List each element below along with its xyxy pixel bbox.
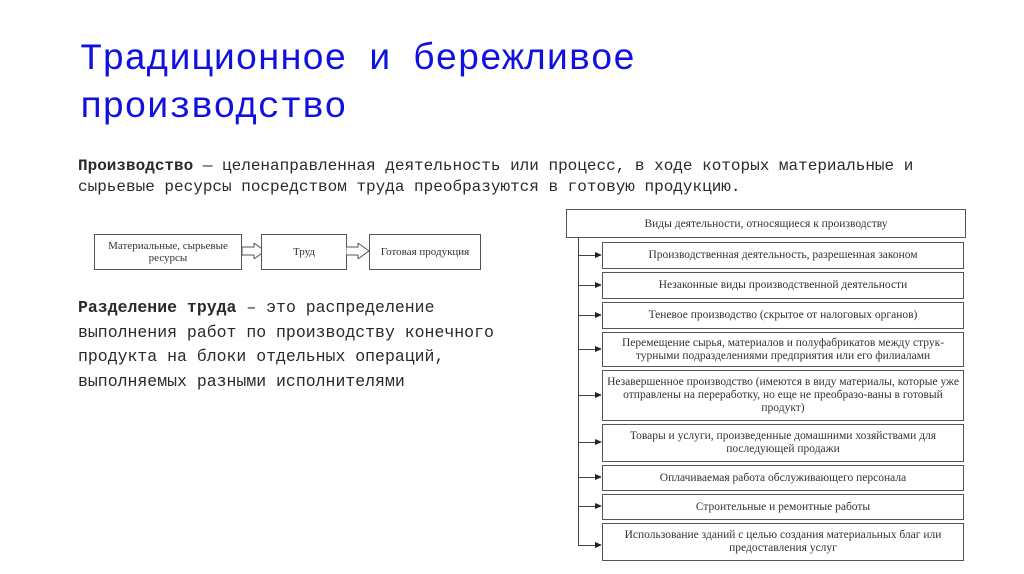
tree-branch	[578, 395, 596, 396]
tree-branch	[578, 506, 596, 507]
arrow-right-icon	[595, 542, 602, 548]
tree-branch	[578, 255, 596, 256]
tree-item: Теневое производство (скрытое от налоговых органов)	[602, 302, 964, 329]
flow-step-product: Готовая продукция	[369, 234, 481, 270]
tree-item: Оплачиваемая работа обслуживающего персонала	[602, 465, 964, 491]
tree-branch	[578, 349, 596, 350]
tree-item: Строительные и ремонтные работы	[602, 494, 964, 520]
arrow-right-icon	[595, 282, 602, 288]
arrow-right-icon	[595, 439, 602, 445]
tree-item: Незавершенное производство (имеются в виду материалы, которые уже отправлены на переработку, но еще не преобразо-ваны в готовый продукт)	[602, 370, 964, 421]
arrow-right-icon	[595, 392, 602, 398]
arrow-right-icon	[595, 346, 602, 352]
tree-branch	[578, 315, 596, 316]
tree-branch	[578, 477, 596, 478]
tree-item: Незаконные виды производственной деятельности	[602, 272, 964, 299]
tree-item: Перемещение сырья, материалов и полуфабрикатов между струк-турными подразделениями предприятия или его филиалами	[602, 332, 964, 367]
production-text: — целенаправленная деятельность или процесс, в ходе которых материальные и сырьевые ресурсы посредством труда преобразуются в готовую продукцию.	[78, 157, 914, 196]
flow-step-labor: Труд	[261, 234, 347, 270]
tree-item: Использование зданий с целью создания материальных благ или предоставления услуг	[602, 523, 964, 561]
arrow-right-icon	[595, 252, 602, 258]
tree-item: Производственная деятельность, разрешенная законом	[602, 242, 964, 269]
tree-branch	[578, 442, 596, 443]
tree-branch	[578, 545, 596, 546]
arrow-right-icon	[595, 312, 602, 318]
flow-step-resources: Материальные, сырьевые ресурсы	[94, 234, 242, 270]
slide-title: Традиционное и бережливое производство	[80, 39, 636, 129]
tree-branch	[578, 285, 596, 286]
tree-connector-line	[578, 237, 579, 545]
division-text: – это распределение выполнения работ по производству конечного продукта на блоки отдельных операций, выполняемых разными исполнителями	[78, 298, 494, 391]
production-term: Производство	[78, 157, 194, 175]
tree-header: Виды деятельности, относящиеся к производству	[566, 209, 966, 238]
tree-item: Товары и услуги, произведенные домашними хозяйствами для последующей продажи	[602, 424, 964, 462]
division-term: Разделение труда	[78, 298, 237, 317]
arrow-right-icon	[595, 503, 602, 509]
arrow-right-icon	[595, 474, 602, 480]
